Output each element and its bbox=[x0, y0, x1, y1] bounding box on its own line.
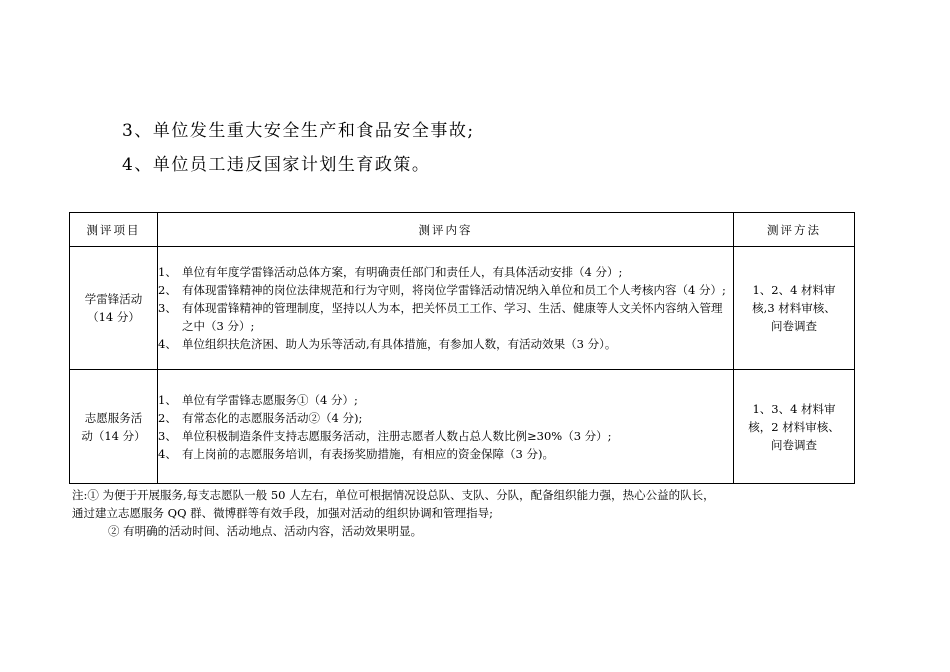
evaluation-table bbox=[69, 212, 855, 484]
header-item: 测评项目 bbox=[70, 213, 158, 247]
content-item-text: 有体现雷锋精神的管理制度，坚持以人为本，把关怀员工工作、学习、生活、健康等人文关怀内容纳入管理之中（3 分）; bbox=[182, 301, 723, 333]
method-line: 问卷调查 bbox=[771, 437, 817, 452]
item-cell bbox=[70, 370, 158, 484]
content-item bbox=[158, 409, 733, 427]
content-item-text: 单位有年度学雷锋活动总体方案，有明确责任部门和责任人，有具体活动安排（4 分）; bbox=[182, 265, 623, 279]
item-name: 志愿服务活 bbox=[84, 410, 143, 425]
content-item-text: 单位组织扶危济困、助人为乐等活动,有具体措施，有参加人数，有活动效果（3 分）。 bbox=[182, 337, 617, 351]
content-item-number: 2、 bbox=[158, 410, 177, 425]
content-item bbox=[158, 427, 733, 445]
item-cell bbox=[70, 247, 158, 370]
content-item-number: 2、 bbox=[158, 283, 177, 297]
header-content: 测评内容 bbox=[158, 213, 734, 247]
content-item-text: 单位积极制造条件支持志愿服务活动，注册志愿者人数占总人数比例≥30%（3 分）; bbox=[182, 428, 612, 443]
content-item bbox=[158, 445, 733, 463]
table-row bbox=[70, 370, 855, 484]
content-item-text: 有上岗前的志愿服务培训，有表扬奖励措施，有相应的资金保障（3 分)。 bbox=[182, 446, 554, 461]
method-cell bbox=[734, 370, 855, 484]
content-item-number: 3、 bbox=[158, 428, 177, 443]
content-cell bbox=[158, 247, 734, 370]
content-item-number: 3、 bbox=[158, 301, 177, 315]
content-item bbox=[158, 281, 733, 299]
content-item-text: 有体现雷锋精神的岗位法律规范和行为守则，将岗位学雷锋活动情况纳入单位和员工个人考核内容（4 分）; bbox=[182, 283, 726, 297]
method-line: 1、3、4 材料审 bbox=[752, 401, 836, 416]
content-item bbox=[158, 299, 733, 335]
footnotes bbox=[72, 486, 862, 540]
footnote-1-line-2: 通过建立志愿服务 QQ 群、微博群等有效手段，加强对活动的组织协调和管理指导; bbox=[72, 506, 494, 520]
intro-line-4: 4、单位员工违反国家计划生育政策。 bbox=[122, 155, 431, 175]
content-item-text: 单位有学雷锋志愿服务①（4 分）; bbox=[182, 392, 358, 407]
method-cell bbox=[734, 247, 855, 370]
item-score: 动（14 分） bbox=[81, 428, 146, 443]
method-line: 问卷调查 bbox=[771, 319, 817, 333]
content-item-number: 1、 bbox=[158, 392, 177, 407]
item-score: （14 分） bbox=[87, 310, 140, 324]
method-line: 1、2、4 材料审 bbox=[752, 283, 836, 297]
content-cell bbox=[158, 370, 734, 484]
header-method: 测评方法 bbox=[734, 213, 855, 247]
content-item-number: 1、 bbox=[158, 265, 177, 279]
content-item-text: 有常态化的志愿服务活动②（4 分); bbox=[182, 410, 363, 425]
footnote-1-line-1: 注:① 为便于开展服务,每支志愿队一般 50 人左右，单位可根据情况设总队、支队、分队，配备组织能力强，热心公益的队长， bbox=[72, 488, 715, 502]
method-line: 核，2 材料审核、 bbox=[748, 419, 840, 434]
footnote-2: ② 有明确的活动时间、活动地点、活动内容，活动效果明显。 bbox=[108, 524, 423, 538]
content-item-number: 4、 bbox=[158, 446, 177, 461]
method-line: 核,3 材料审核、 bbox=[752, 301, 836, 315]
content-item bbox=[158, 263, 733, 281]
content-item bbox=[158, 391, 733, 409]
intro-line-3: 3、单位发生重大安全生产和食品安全事故; bbox=[122, 121, 475, 141]
table-header-row bbox=[70, 213, 855, 247]
content-item bbox=[158, 335, 733, 353]
item-name: 学雷锋活动 bbox=[84, 292, 143, 306]
content-item-number: 4、 bbox=[158, 337, 177, 351]
table-row bbox=[70, 247, 855, 370]
